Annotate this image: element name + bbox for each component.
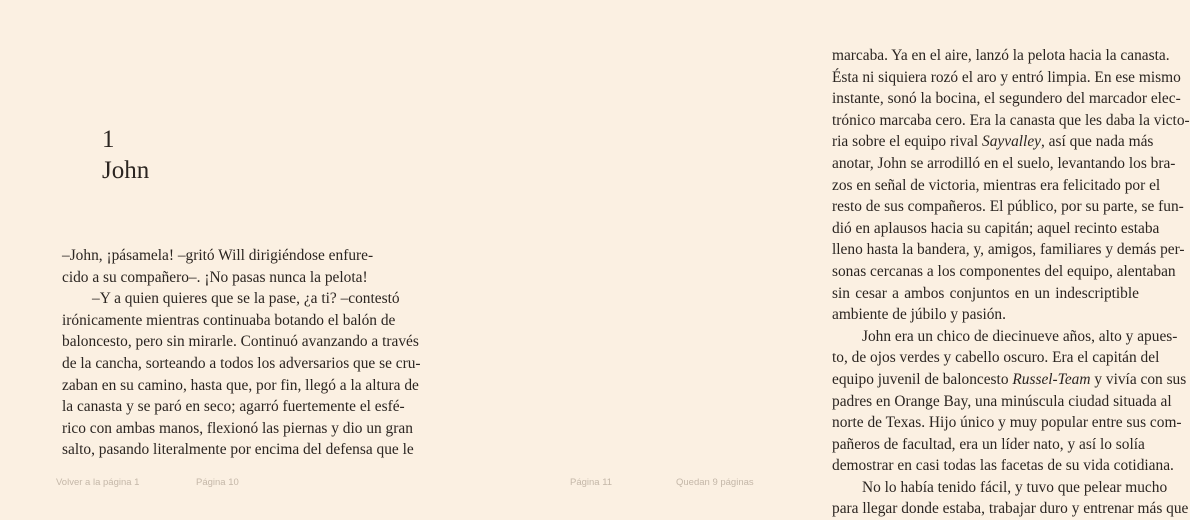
text-line: para llegar donde estaba, trabajar duro y entrenar más que bbox=[832, 500, 1189, 518]
text-line: cido a su compañero–. ¡No pasas nunca la pelota! bbox=[62, 268, 368, 286]
text-line: John era un chico de diecinueve años, alto y apues- bbox=[862, 327, 1178, 345]
page-number-right: Página 11 bbox=[570, 477, 613, 488]
left-page-text bbox=[62, 245, 421, 461]
right-page-text bbox=[832, 45, 1190, 520]
left-page[interactable] bbox=[0, 0, 421, 500]
pages-remaining: Quedan 9 páginas bbox=[676, 477, 754, 488]
text-line: zaban en su camino, hasta que, por fin, llegó a la altura de bbox=[62, 376, 419, 394]
text-line: baloncesto, pero sin mirarle. Continuó avanzando a través bbox=[62, 333, 419, 351]
right-page[interactable] bbox=[400, 0, 1190, 518]
text-line: demostrar en casi todas las facetas de su vida cotidiana. bbox=[832, 457, 1174, 475]
text-line: marcaba. Ya en el aire, lanzó la pelota hacia la canasta. bbox=[832, 47, 1170, 64]
text-line: lleno hasta la bandera, y, amigos, familiares y demás per- bbox=[832, 241, 1185, 259]
text-line: norte de Texas. Hijo único y muy popular entre sus com- bbox=[832, 414, 1182, 432]
back-to-page-1-link[interactable]: Volver a la página 1 bbox=[56, 477, 140, 488]
chapter-number: 1 bbox=[102, 126, 115, 153]
text-line: anotar, John se arrodilló en el suelo, levantando los bra- bbox=[832, 154, 1176, 172]
text-line: to, de ojos verdes y cabello oscuro. Era el capitán del bbox=[832, 349, 1160, 367]
text-line: dió en aplausos hacia su capitán; aquel recinto estaba bbox=[832, 219, 1160, 237]
text-line: ria sobre el equipo rival Sayvalley, así que nada más bbox=[832, 133, 1154, 151]
text-line: –Y a quien quieres que se la pase, ¿a ti? –contestó bbox=[92, 290, 400, 308]
text-line: No lo había tenido fácil, y tuvo que pelear mucho bbox=[862, 478, 1168, 496]
text-line: equipo juvenil de baloncesto Russel-Team y vivía con sus bbox=[832, 370, 1187, 388]
italic-name: Russel-Team bbox=[1012, 370, 1091, 388]
text-line: pañeros de facultad, era un líder nato, y así lo solía bbox=[832, 435, 1145, 453]
text-line: salto, pasando literalmente por encima del defensa que le bbox=[62, 441, 414, 459]
text-line: resto de sus compañeros. El público, por su parte, se fun- bbox=[832, 198, 1184, 216]
text-line: sin cesar a ambos conjuntos en un indescriptible bbox=[832, 284, 1139, 302]
text-line: Ésta ni siquiera rozó el aro y entró limpia. En ese mismo bbox=[832, 68, 1181, 86]
text-line: zos en señal de victoria, mientras era felicitado por el bbox=[832, 176, 1161, 194]
text-line: rico con ambas manos, flexionó las piernas y dio un gran bbox=[62, 419, 413, 437]
text-line: padres en Orange Bay, una minúscula ciudad situada al bbox=[832, 392, 1172, 410]
text-line: la canasta y se paró en seco; agarró fuertemente el esfé- bbox=[62, 398, 405, 416]
page-number-left: Página 10 bbox=[196, 477, 239, 488]
italic-name: Sayvalley bbox=[982, 133, 1041, 151]
text-line: instante, sonó la bocina, el segundero del marcador elec- bbox=[832, 90, 1181, 108]
chapter-heading bbox=[102, 124, 342, 186]
text-line: trónico marcaba cero. Era la canasta que les daba la victo- bbox=[832, 111, 1190, 129]
chapter-title: John bbox=[102, 157, 150, 184]
text-line: –John, ¡pásamela! –gritó Will dirigiéndose enfure- bbox=[62, 247, 374, 264]
text-line: irónicamente mientras continuaba botando el balón de bbox=[62, 311, 396, 329]
text-line: de la cancha, sorteando a todos los adversarios que se cru- bbox=[62, 354, 421, 372]
text-line: sonas cercanas a los componentes del equipo, alentaban bbox=[832, 262, 1176, 280]
text-line: ambiente de júbilo y pasión. bbox=[832, 306, 1006, 324]
